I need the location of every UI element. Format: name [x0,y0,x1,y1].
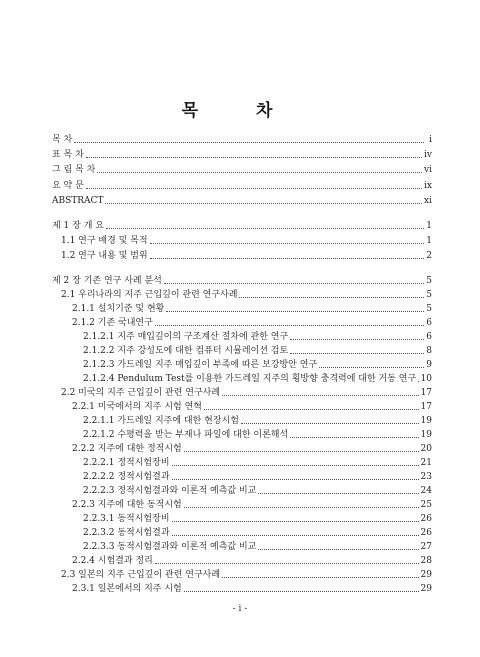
dot-leader [241,422,419,424]
toc-entry-label: 2.3.1 일본에서의 지주 시험 [72,584,182,594]
toc-entry-label: ABSTRACT [52,196,104,206]
toc-entry[interactable] [52,359,432,371]
toc-entry[interactable] [52,345,432,357]
toc-entry[interactable] [52,541,432,553]
toc-entry[interactable] [52,195,432,207]
toc-entry-page: 21 [420,458,432,468]
toc-entry-page: 20 [420,444,432,454]
toc-entry[interactable] [52,317,432,329]
dot-leader [74,141,424,143]
toc-entry[interactable] [52,401,432,413]
toc-entry-page: 19 [420,430,432,440]
toc-entry-page: i [429,135,432,145]
toc-entry-page: 8 [426,346,432,356]
toc-entry-page: 26 [420,514,432,524]
toc-entry-page: 17 [420,402,432,412]
toc-entry-page: 10 [420,374,432,384]
toc-entry[interactable] [52,289,432,301]
dot-leader [222,394,419,396]
dot-leader [164,282,424,284]
toc-entry[interactable] [52,164,432,176]
toc-entry-label: 그 림 목 차 [52,165,96,175]
dot-leader [239,296,424,298]
dot-leader [204,408,419,410]
toc-entry-label: 2.1.2.4 Pendulum Test를 이용한 가드레일 지주의 횡방향 충격력에 대한 거동 연구 [83,374,417,384]
toc-entry-page: 2 [426,251,432,261]
dot-leader [258,548,418,550]
toc-entry-label: 2.1.2 기존 국내연구 [72,318,153,328]
dot-leader [172,520,419,522]
toc-entry-page: xi [424,196,432,206]
toc-entry-label: 2.1.1 설치기준 및 현황 [72,304,165,314]
toc-entry[interactable] [52,555,432,567]
toc-entry-label: 표 목 차 [52,150,84,160]
toc-entry[interactable] [52,250,432,262]
toc-entry-page: 29 [420,584,432,594]
toc-entry[interactable] [52,429,432,441]
dot-leader [222,576,419,578]
dot-leader [172,478,419,480]
dot-leader [150,257,424,259]
toc-entry-label: 2.2.1.1 가드레일 지주에 대한 현장시험 [83,416,239,426]
toc-entry-label: 2.2.3.2 동적시험결과 [83,528,170,538]
toc-entry[interactable] [52,373,432,385]
dot-leader [86,187,422,189]
dot-leader [155,324,424,326]
dot-leader [86,156,422,158]
toc-entry-label: 2.2.3.1 동적시험장비 [83,514,170,524]
toc-entry[interactable] [52,387,432,399]
toc-entry[interactable] [52,415,432,427]
toc-entry[interactable] [52,275,432,287]
toc-entry-label: 2.2.2.2 정적시험결과 [83,472,170,482]
toc-entry-page: ix [424,181,432,191]
toc-entry-label: 2.2.2.1 정적시험장비 [83,458,170,468]
toc-entry-label: 2.3 일본의 지주 근입깊이 관련 연구사례 [61,570,221,580]
toc-entry[interactable] [52,134,432,146]
toc-entry-label: 2.1.2.1 지주 매입깊이의 구조계산 절차에 관한 연구 [83,332,289,342]
toc-entry-page: 9 [426,360,432,370]
toc-entry[interactable] [52,583,432,595]
toc-entry-page: 17 [420,388,432,398]
toc-entry-label: 2.2.3 지주에 대한 동적시험 [72,500,182,510]
toc-entry-page: 27 [420,542,432,552]
toc-entry-page: 5 [426,290,432,300]
toc-entry-page: 24 [420,486,432,496]
toc-entry-page: 26 [420,528,432,538]
dot-leader [290,436,418,438]
toc-entry[interactable] [52,485,432,497]
page-number-footer: - i - [232,604,248,614]
toc-entry-label: 2.1.2.2 지주 강성도에 대한 컴퓨터 시뮬레이션 검토 [83,346,289,356]
toc-entry[interactable] [52,149,432,161]
dot-leader [106,227,424,229]
dot-leader [184,590,419,592]
toc-entry-label: 2.2.4 시험결과 정리 [72,556,153,566]
toc-entry[interactable] [52,499,432,511]
toc-entry-label: 2.2.2.3 정적시험결과와 이론적 예측값 비교 [83,486,257,496]
toc-entry-label: 요 약 문 [52,181,84,191]
toc-entry-label: 2.2.1 미국에서의 지주 시험 연혁 [72,402,202,412]
dot-leader [172,464,419,466]
dot-leader [166,310,424,312]
toc-entry[interactable] [52,180,432,192]
toc-entry-label: 2.2 미국의 지주 근입깊이 관련 연구사례 [61,388,221,398]
toc-entry[interactable] [52,443,432,455]
toc-entry-page: 6 [426,332,432,342]
dot-leader [150,242,424,244]
toc-entry-page: 5 [426,304,432,314]
dot-leader [319,366,424,368]
dot-leader [184,506,419,508]
toc-entry[interactable] [52,220,432,232]
toc-entry-page: 5 [426,276,432,286]
toc-entry[interactable] [52,235,432,247]
toc-entry-page: 19 [420,416,432,426]
dot-leader [97,171,422,173]
dot-leader [184,450,419,452]
toc-entry[interactable] [52,471,432,483]
toc-entry-label: 2.1.2.3 가드레일 지주 매입깊이 부족에 따른 보강방안 연구 [83,360,318,370]
toc-entry-label: 1.2 연구 내용 및 범위 [61,251,148,261]
toc-entry-label: 2.1 우리나라의 지주 근입깊이 관련 연구사례 [61,290,238,300]
dot-leader [155,562,419,564]
toc-entry[interactable] [52,331,432,343]
dot-leader [290,338,424,340]
toc-entry[interactable] [52,457,432,469]
toc-entry-label: 2.2.3.3 동적시험결과와 이론적 예측값 비교 [83,542,257,552]
toc-entry[interactable] [52,303,432,315]
toc-entry-label: 2.2.1.2 수평력을 받는 부재나 파일에 대한 이론해석 [83,430,289,440]
toc-entry-label: 목 차 [52,135,73,145]
dot-leader [105,202,422,204]
toc-entry-page: iv [424,150,432,160]
dot-leader [290,352,424,354]
dot-leader [172,534,419,536]
toc-entry-page: 6 [426,318,432,328]
toc-entry-label: 제 2 장 기존 연구 사례 분석 [52,276,162,286]
dot-leader [258,492,418,494]
toc-entry-page: 25 [420,500,432,510]
toc-title: 목 차 [181,101,299,121]
toc-entry[interactable] [52,527,432,539]
toc-entry-label: 2.2.2 지주에 대한 정적시험 [72,444,182,454]
toc-entry-page: 29 [420,570,432,580]
toc-entry-label: 제 1 장 개 요 [52,221,104,231]
toc-entry-page: 1 [426,236,432,246]
toc-entry[interactable] [52,513,432,525]
toc-entry-label: 1.1 연구 배경 및 목적 [61,236,148,246]
toc-entry-page: 1 [426,221,432,231]
toc-entry-page: 23 [420,472,432,482]
toc-entry-page: 28 [420,556,432,566]
toc-entry[interactable] [52,569,432,581]
toc-entry-page: vi [424,165,432,175]
